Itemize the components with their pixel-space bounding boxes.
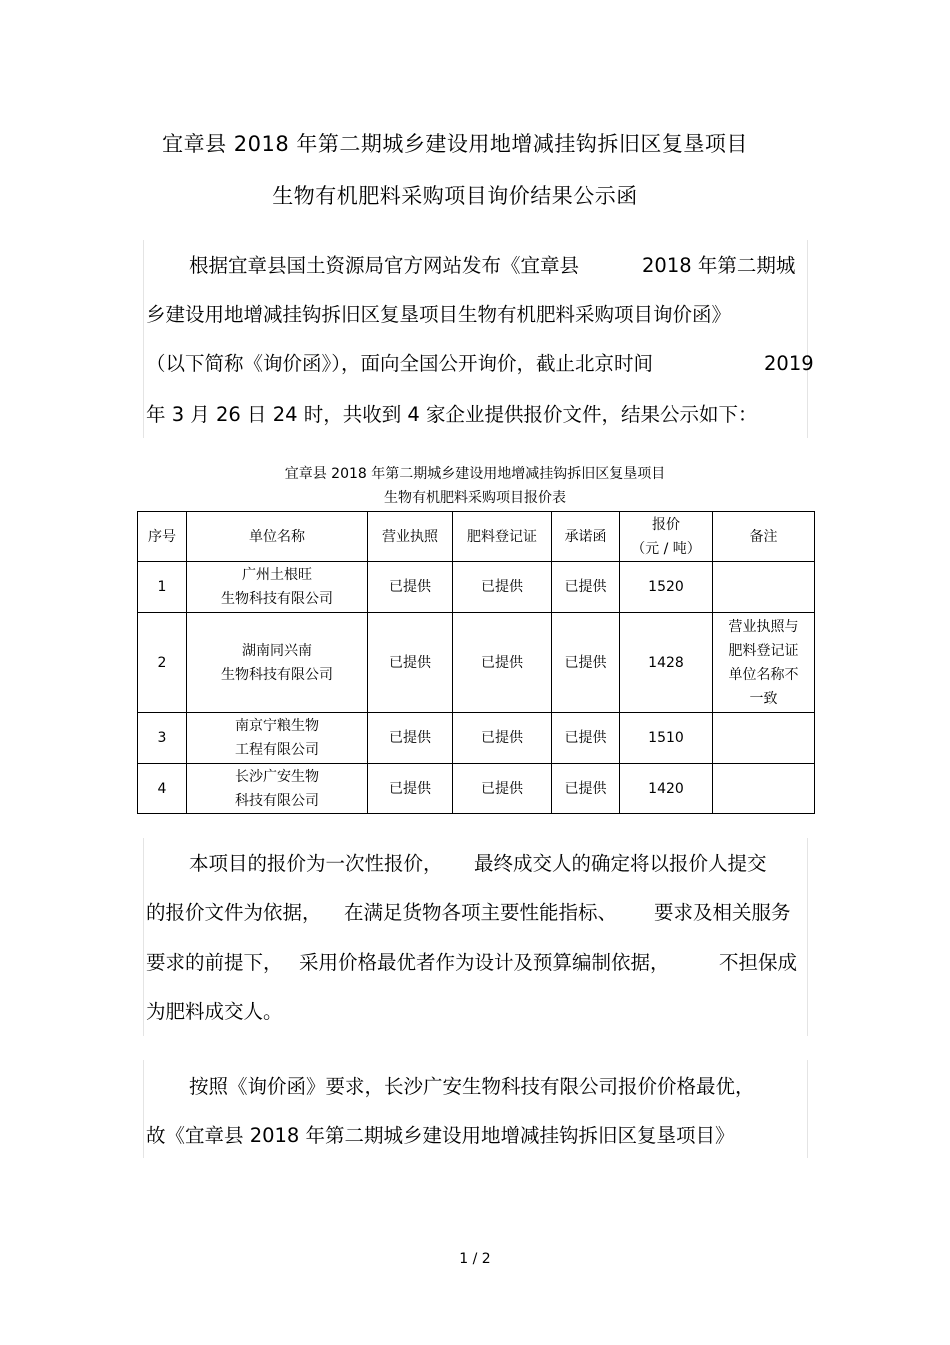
row-remark-l3: 单位名称不 bbox=[728, 666, 799, 683]
row-name-l1: 南京宁粮生物 bbox=[235, 718, 319, 734]
document-title-line1: 宜章县 2018 年第二期城乡建设用地增减挂钩拆旧区复垦项目 bbox=[162, 132, 748, 156]
para2-line1a: 本项目的报价为一次性报价， bbox=[189, 852, 443, 875]
header-price bbox=[620, 512, 713, 562]
row-name-l2: 工程有限公司 bbox=[235, 742, 319, 758]
row-remark-l4: 一致 bbox=[749, 690, 778, 707]
row-price: 1420 bbox=[620, 764, 713, 814]
intro-line3b: 2019 bbox=[764, 352, 814, 375]
para3-line2: 故《宜章县 2018 年第二期城乡建设用地增减挂钩拆旧区复垦项目》 bbox=[146, 1124, 735, 1147]
intro-line2: 乡建设用地增减挂钩拆旧区复垦项目生物有机肥料采购项目询价函》 bbox=[146, 303, 732, 326]
para2-line3b: 采用价格最优者作为设计及预算编制依据， bbox=[299, 951, 670, 974]
para3-line1: 按照《询价函》要求，长沙广安生物科技有限公司报价价格最优， bbox=[189, 1075, 755, 1098]
row-commit: 已提供 bbox=[552, 613, 620, 713]
row-name bbox=[187, 764, 368, 814]
row-name-l1: 湖南同兴南 bbox=[242, 642, 312, 659]
row-fert-cert: 已提供 bbox=[453, 713, 552, 764]
intro-line1b: 2018 年第二期城 bbox=[642, 254, 796, 277]
row-name-l1: 长沙广安生物 bbox=[235, 768, 319, 785]
para2-line2c: 要求及相关服务 bbox=[654, 901, 791, 924]
table-header-row bbox=[138, 512, 815, 562]
table-caption-line1: 宜章县 2018 年第二期城乡建设用地增减挂钩拆旧区复垦项目 bbox=[284, 466, 666, 482]
header-price-l1: 报价 bbox=[652, 516, 680, 533]
header-remark: 备注 bbox=[713, 512, 815, 562]
row-license: 已提供 bbox=[368, 613, 453, 713]
row-license: 已提供 bbox=[368, 764, 453, 814]
intro-line1a: 根据宜章县国土资源局官方网站发布《宜章县 bbox=[189, 254, 580, 277]
row-remark bbox=[713, 613, 815, 713]
table-row bbox=[138, 613, 815, 713]
paragraph-2 bbox=[143, 838, 808, 1036]
table-row bbox=[138, 562, 815, 613]
row-license: 已提供 bbox=[368, 562, 453, 613]
row-commit: 已提供 bbox=[552, 764, 620, 814]
para2-line2a: 的报价文件为依据， bbox=[146, 901, 322, 924]
row-price: 1510 bbox=[620, 713, 713, 764]
row-seq: 1 bbox=[138, 562, 187, 613]
para2-line4: 为肥料成交人。 bbox=[146, 1000, 283, 1023]
row-seq: 3 bbox=[138, 713, 187, 764]
row-name-l2: 科技有限公司 bbox=[235, 792, 319, 809]
row-name-l2: 生物科技有限公司 bbox=[221, 591, 333, 607]
table-row bbox=[138, 713, 815, 764]
row-remark bbox=[713, 562, 815, 613]
row-name-l1: 广州土根旺 bbox=[242, 567, 312, 583]
header-name: 单位名称 bbox=[187, 512, 368, 562]
page-number: 1 / 2 bbox=[459, 1251, 491, 1267]
row-remark-l2: 肥料登记证 bbox=[728, 642, 799, 659]
intro-paragraph bbox=[143, 240, 814, 438]
header-commit: 承诺函 bbox=[552, 512, 620, 562]
row-license: 已提供 bbox=[368, 713, 453, 764]
row-seq: 2 bbox=[138, 613, 187, 713]
intro-line3a: （以下简称《询价函》），面向全国公开询价，截止北京时间 bbox=[146, 352, 654, 375]
row-remark bbox=[713, 713, 815, 764]
row-name-l2: 生物科技有限公司 bbox=[221, 666, 333, 683]
header-price-l2: （元 / 吨） bbox=[631, 540, 701, 557]
para2-line2b: 在满足货物各项主要性能指标、 bbox=[344, 901, 618, 924]
row-remark bbox=[713, 764, 815, 814]
row-price: 1428 bbox=[620, 613, 713, 713]
row-fert-cert: 已提供 bbox=[453, 562, 552, 613]
row-name bbox=[187, 562, 368, 613]
row-seq: 4 bbox=[138, 764, 187, 814]
price-table bbox=[137, 511, 815, 814]
table-row bbox=[138, 764, 815, 814]
table-caption-line2: 生物有机肥料采购项目报价表 bbox=[384, 490, 566, 506]
row-remark-l1: 营业执照与 bbox=[728, 618, 799, 635]
para2-line3a: 要求的前提下， bbox=[146, 951, 283, 974]
intro-line4: 年 3 月 26 日 24 时，共收到 4 家企业提供报价文件，结果公示如下： bbox=[146, 403, 758, 426]
row-price: 1520 bbox=[620, 562, 713, 613]
row-name bbox=[187, 713, 368, 764]
row-commit: 已提供 bbox=[552, 562, 620, 613]
header-seq: 序号 bbox=[138, 512, 187, 562]
para2-line3c: 不担保成 bbox=[719, 951, 798, 974]
para2-line1b: 最终成交人的确定将以报价人提交 bbox=[474, 852, 767, 875]
row-fert-cert: 已提供 bbox=[453, 613, 552, 713]
row-fert-cert: 已提供 bbox=[453, 764, 552, 814]
document-title-line2: 生物有机肥料采购项目询价结果公示函 bbox=[272, 184, 638, 208]
paragraph-3 bbox=[143, 1060, 808, 1158]
row-commit: 已提供 bbox=[552, 713, 620, 764]
row-name bbox=[187, 613, 368, 713]
header-fert-cert: 肥料登记证 bbox=[453, 512, 552, 562]
header-license: 营业执照 bbox=[368, 512, 453, 562]
